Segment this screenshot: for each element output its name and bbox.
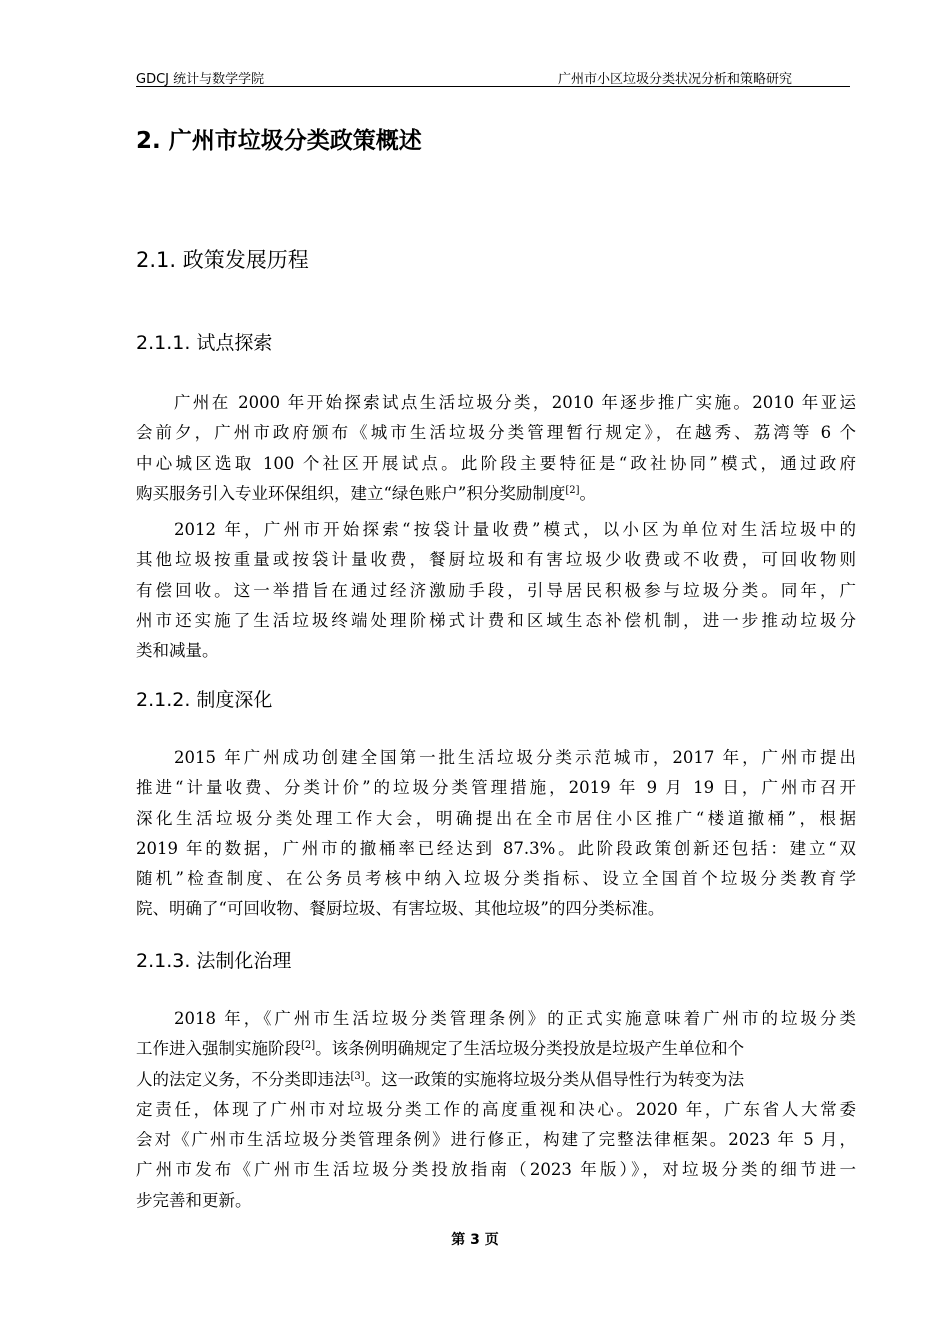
text-line: 定责任，体现了广州市对垃圾分类工作的高度重视和决心。2020 年，广东省人大常委 [136,1099,856,1119]
citation: [2] [301,1040,316,1052]
text-line: 人的法定义务，不分类即违法[3]。这一政策的实施将垃圾分类从倡导性行为转变为法 [136,1069,745,1089]
paragraph-pilot-2 [136,515,856,666]
header-paper-title: 广州市小区垃圾分类状况分析和策略研究 [557,72,792,87]
text-line: 类和减量。 [136,641,219,661]
chapter-heading: 2. 广州市垃圾分类政策概述 [136,128,422,154]
page-number: 第 3 页 [451,1232,499,1248]
text-line: 院、明确了“可回收物、餐厨垃圾、有害垃圾、其他垃圾”的四分类标准。 [136,899,665,919]
text-line: 推进“计量收费、分类计价”的垃圾分类管理措施，2019 年 9 月 19 日，广州市召开 [136,778,856,798]
section-heading: 2.1. 政策发展历程 [136,248,309,272]
paragraph-deepening [136,743,856,925]
subsection-heading-pilot: 2.1.1. 试点探索 [136,332,273,354]
paragraph-pilot-1 [136,388,856,509]
text-line: 2015 年广州成功创建全国第一批生活垃圾分类示范城市，2017 年，广州市提出 [174,748,856,767]
header-institution: GDCJ 统计与数学学院 [136,72,265,87]
citation: [3] [350,1070,365,1082]
text-line: 步完善和更新。 [136,1190,252,1210]
text-line: 有偿回收。这一举措旨在通过经济激励手段，引导居民积极参与垃圾分类。同年，广 [136,580,856,600]
text-line: 会对《广州市生活垃圾分类管理条例》进行修正，构建了完整法律框架。2023 年 5 月， [136,1130,856,1150]
subsection-heading-deepening: 2.1.2. 制度深化 [136,689,273,711]
text-line: 会前夕，广州市政府颁布《城市生活垃圾分类管理暂行规定》，在越秀、荔湾等 6 个 [136,423,856,443]
subsection-heading-legal: 2.1.3. 法制化治理 [136,950,292,972]
paragraph-legal [136,1004,856,1216]
text-line: 随机”检查制度、在公务员考核中纳入垃圾分类指标、设立全国首个垃圾分类教育学 [136,869,856,889]
text-line: 2012 年，广州市开始探索“按袋计量收费”模式，以小区为单位对生活垃圾中的 [174,520,856,539]
citation: [2] [565,484,580,496]
page-header [136,64,850,87]
text-line: 2018 年，《广州市生活垃圾分类管理条例》的正式实施意味着广州市的垃圾分类 [174,1009,856,1028]
text-line: 购买服务引入专业环保组织，建立“绿色账户”积分奖励制度[2]。 [136,483,597,503]
text-line: 工作进入强制实施阶段[2]。该条例明确规定了生活垃圾分类投放是垃圾产生单位和个 [136,1039,745,1059]
text-line: 深化生活垃圾分类处理工作大会，明确提出在全市居住小区推广“楼道撤桶”，根据 [136,808,856,828]
text-line: 广州市发布《广州市生活垃圾分类投放指南（2023 年版）》，对垃圾分类的细节进一 [136,1160,856,1180]
text-line: 广州在 2000 年开始探索试点生活垃圾分类，2010 年逐步推广实施。2010 年亚运 [174,393,856,412]
text-line: 其他垃圾按重量或按袋计量收费，餐厨垃圾和有害垃圾少收费或不收费，可回收物则 [136,550,856,570]
text-line: 州市还实施了生活垃圾终端处理阶梯式计费和区域生态补偿机制，进一步推动垃圾分 [136,610,856,630]
text-line: 中心城区选取 100 个社区开展试点。此阶段主要特征是“政社协同”模式，通过政府 [136,453,856,473]
text-line: 2019 年的数据，广州市的撤桶率已经达到 87.3%。此阶段政策创新还包括：建立“双 [136,838,856,858]
